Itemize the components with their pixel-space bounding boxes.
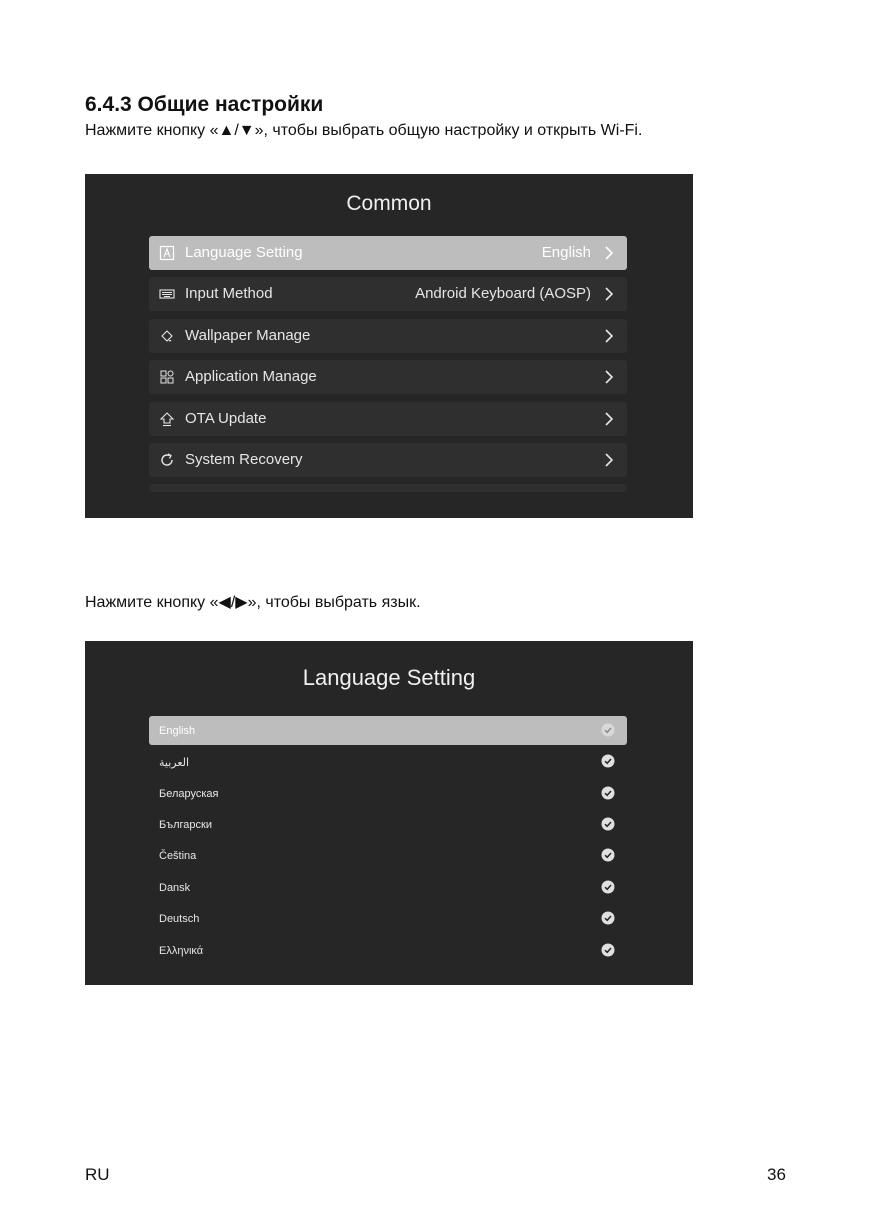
- language-label: Беларуская: [159, 788, 219, 800]
- instruction-text-language: Нажмите кнопку «◀/▶», чтобы выбрать язык.: [85, 594, 421, 611]
- check-circle-icon: [601, 911, 615, 925]
- update-icon: [159, 411, 175, 427]
- menu-item-wallpaper-manage[interactable]: [149, 319, 627, 353]
- paint-bucket-icon: [159, 328, 175, 344]
- menu-item-value: Android Keyboard (AOSP): [415, 285, 591, 302]
- chevron-right-icon: [603, 452, 615, 468]
- chevron-right-icon: [603, 286, 615, 302]
- language-icon: [159, 245, 175, 261]
- language-label: Ελληνικά: [159, 945, 204, 957]
- menu-item-label: Input Method: [185, 285, 273, 302]
- language-label: English: [159, 725, 196, 737]
- menu-item-value: English: [541, 244, 591, 261]
- page-number: 36: [767, 1165, 786, 1184]
- language-option-belarusian[interactable]: [149, 779, 627, 808]
- menu-item-application-manage[interactable]: [149, 360, 627, 394]
- chevron-right-icon: [603, 411, 615, 427]
- chevron-right-icon: [603, 328, 615, 344]
- refresh-icon: [159, 452, 175, 468]
- footer-language-code: RU: [85, 1165, 110, 1184]
- check-circle-icon: [601, 817, 615, 831]
- language-label: Български: [159, 819, 212, 831]
- check-circle-icon: [601, 943, 615, 957]
- menu-item-label: OTA Update: [185, 410, 267, 427]
- language-label: Dansk: [159, 882, 191, 894]
- menu-item-label: System Recovery: [185, 451, 303, 468]
- chevron-right-icon: [603, 369, 615, 385]
- language-label: Čeština: [159, 850, 197, 862]
- chevron-right-icon: [603, 245, 615, 261]
- menu-item-label: Wallpaper Manage: [185, 327, 311, 344]
- language-title: Language Setting: [302, 665, 476, 690]
- language-label: Deutsch: [159, 913, 200, 925]
- menu-item-language-setting[interactable]: [149, 236, 627, 270]
- check-circle-icon: [601, 723, 615, 737]
- menu-item-partial: [149, 484, 627, 492]
- menu-item-label: Language Setting: [185, 244, 303, 261]
- menu-item-input-method[interactable]: [149, 277, 627, 311]
- language-option-czech[interactable]: [149, 841, 627, 870]
- section-heading: 6.4.3 Общие настройки: [85, 93, 324, 116]
- language-settings-screenshot: [85, 641, 693, 985]
- apps-grid-icon: [159, 369, 175, 385]
- language-option-bulgarian[interactable]: [149, 810, 627, 839]
- keyboard-icon: [159, 286, 175, 302]
- language-label: العربية: [159, 757, 190, 769]
- check-circle-icon: [601, 848, 615, 862]
- check-circle-icon: [601, 754, 615, 768]
- common-settings-screenshot: [85, 174, 693, 518]
- menu-item-system-recovery[interactable]: [149, 443, 627, 477]
- common-title: Common: [346, 192, 432, 215]
- language-option-arabic[interactable]: [149, 747, 627, 776]
- language-option-english[interactable]: [149, 716, 627, 745]
- check-circle-icon: [601, 880, 615, 894]
- menu-item-label: Application Manage: [185, 368, 317, 385]
- instruction-text-common: Нажмите кнопку «▲/▼», чтобы выбрать общую настройку и открыть Wi-Fi.: [85, 122, 643, 139]
- language-option-greek[interactable]: [149, 936, 627, 965]
- menu-item-ota-update[interactable]: [149, 402, 627, 436]
- check-circle-icon: [601, 786, 615, 800]
- language-option-german[interactable]: [149, 904, 627, 933]
- language-option-danish[interactable]: [149, 873, 627, 902]
